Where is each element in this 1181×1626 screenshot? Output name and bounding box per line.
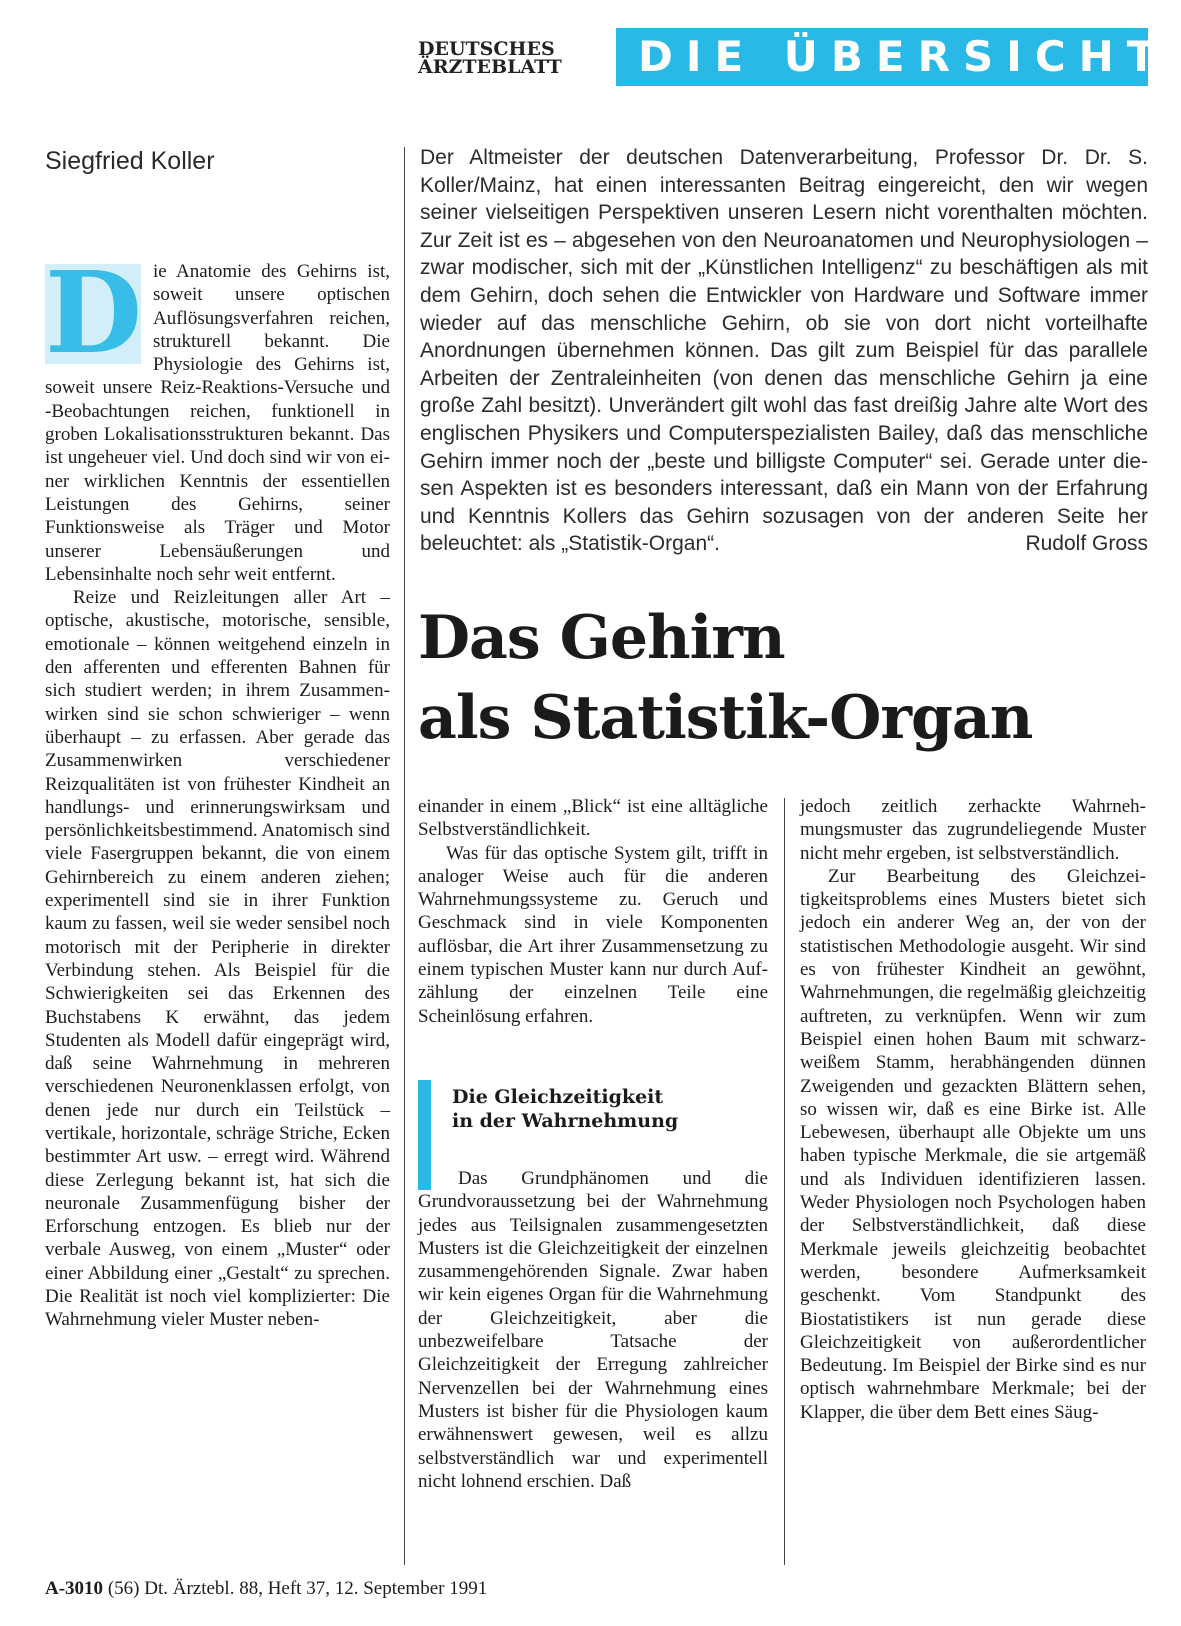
col1-paragraph-1: ie Anatomie des Gehirns ist, soweit unsere optischen Auflösungsverfahren reichen, strukturell bekannt. Die Physiologie des Gehirns ist, soweit unsere Reiz-Reaktions-Versuche und -Beobachtungen reichen, funktionell in groben Lokalisationsstrukturen bekannt. Das ist ungeheuer viel. Und doch sind wir von einer wirklichen Kenntnis der essentiellen Leistungen des Gehirns, seiner Funktionsweise als Träger und Motor unserer Lebensäußerungen und Lebensinhalte noch sehr weit entfernt. (45, 261, 390, 585)
col3-paragraph-1: jedoch zeitlich zerhackte Wahrnehmungsmuster das zugrundeliegende Muster nicht mehr ergeben, ist selbstverständlich. (800, 796, 1146, 864)
col3-paragraph-2: Zur Bearbeitung des Gleichzeitigkeitsproblems eines Musters bietet sich jedoch ein anderer Weg an, der von der statistischen Methodologie ausgeht. Wir sind es von frühester Kindheit an gewöhnt, Wahrnehmungen, die regelmäßig gleichzeitig auftreten, zu verknüpfen. Wenn wir zum Beispiel einen hohen Baum mit schwarz-weißem Stamm, herabhängenden dünnen Zweigenden und gezackten Blättern sehen, so wissen wir, daß es eine Birke ist. Alle Lebewesen, überhaupt alle Objekte um uns haben typische Merkmale, die sie artgemäß und als Individuen identifizieren lassen. Weder Physiologen noch Psychologen haben der Selbstverständlichkeit, daß diese Merkmale jeweils gleichzeitig beobachtet werden, besondere Aufmerksamkeit geschenkt. Vom Standpunkt des Biostatistikers ist nun gerade diese Gleichzeitigkeit von außerordentlicher Bedeutung. Im Beispiel der Birke sind es nur optisch wahrnehmbare Merkmale; bei der Klapper, die über dem Bett eines Säug- (800, 865, 1146, 1423)
masthead-line2: ÄRZTEBLATT (418, 56, 562, 78)
col2-paragraph-1: einander in einem „Blick“ ist eine alltägliche Selbstverständlichkeit. (418, 796, 768, 841)
column-rule-right (784, 798, 785, 1565)
col2-paragraph-2: Was für das optische System gilt, trifft in analoger Weise auch für die anderen Wahrnehmungssysteme zu. Geruch und Geschmack sind in viele Komponenten auflösbar, die Art ihrer Zusammensetzung zu einem typischen Muster kann nur durch Aufzählung der einzelnen Teile eine Scheinlösung erfahren. (418, 842, 768, 1027)
footer-citation: (56) Dt. Ärztebl. 88, Heft 37, 12. September 1991 (103, 1578, 488, 1599)
article-headline (418, 598, 1032, 758)
column-rule-left (404, 147, 405, 1565)
intro-text: Der Altmeister der deutschen Datenverarbeitung, Professor Dr. Dr. S. Koller/Mainz, hat einen interessanten Beitrag eingereicht, den wir wegen seiner vielseitigen Perspektiven unseren Lesern nicht vorenthalten möchten. Zur Zeit ist es – abgesehen von den Neuroanatomen und Neurophysiologen – zwar modischer, sich mit der „Künstlichen Intelligenz“ zu beschäftigen als mit dem Gehirn, doch sehen die Entwickler von Hardware und Software immer wieder auf das menschliche Gehirn, ob sie von dort nicht vorteilhafte Anordnungen übernehmen können. Das gilt zum Beispiel für das parallele Arbeiten der Zentraleinheiten (von denen das menschliche Gehirn ja eine große Zahl besitzt). Unverändert gilt wohl das fast dreißig Jahre alte Wort des englischen Physikers und Computerspezialisten Bailey, daß das menschliche Gehirn immer noch der „beste und billigste Computer“ sei. Gerade unter diesen Aspekten ist es besonders interessant, daß ein Mann von der Erfahrung und Kenntnis Kollers das Gehirn sozusagen von der anderen Seite her beleuchtet: als „Statistik-Organ“. (420, 146, 1148, 556)
article-column-1 (45, 248, 390, 1332)
section-subheading (452, 1085, 772, 1133)
section-banner: DIE ÜBERSICHT (616, 28, 1148, 86)
editorial-intro (420, 144, 1148, 558)
subhead-line1: Die Gleichzeitigkeit (452, 1086, 664, 1108)
masthead-logo (418, 40, 588, 76)
col2-paragraph-3: Das Grundphänomen und die Grundvoraussetzung bei der Wahrnehmung jedes aus Teilsignalen zusammengesetzten Musters ist die Gleichzeitigkeit der einzelnen zusammengehörenden Signale. Zwar haben wir kein eigenes Organ für die Wahrnehmung der Gleichzeitigkeit, aber die unbezweifelbare Tatsache der Gleichzeitigkeit der Erregung zahlreicher Nervenzellen bei der Wahrnehmung eines Musters ist bisher für die Physiologen kaum erwähnenswert gewesen, weil es allzu selbstverständlich war und experimentell nicht lohnend erschien. Daß (418, 1168, 768, 1492)
author-name: Siegfried Koller (45, 147, 215, 175)
article-column-2 (418, 795, 768, 1028)
article-column-2-continued (418, 1167, 768, 1493)
col1-paragraph-2: Reize und Reizleitungen aller Art – optische, akustische, motorische, sensible, emotionale – können weitgehend einzeln in den afferenten und efferenten Bahnen für sich studiert werden; in ihrem Zusammenwirken sind sie schon schwieriger – wenn überhaupt – zu erfassen. Aber gerade das Zusammenwirken verschiedener Reizqualitäten ist von frühester Kindheit an handlungs- und erinnerungswirksam und persönlichkeitsbestimmend. Anatomisch sind viele Fasergruppen bekannt, die von einem Gehirnbereich zu einem anderen ziehen; experimentell sind sie in ihrer Funktion kaum zu fassen, weil sie weder sensibel noch motorisch mit der Peripherie in direkter Verbindung stehen. Als Beispiel für die Schwierigkeiten sei das Erkennen des Buchstabens K erwähnt, das jedem Studenten als Modell dafür eingeprägt wird, daß seine Wahrnehmung in mehreren verschiedenen Neuronenklassen erfolgt, von denen jede nur durch ein Teilstück – vertikale, horizontale, schräge Striche, Ecken bestimmter Art usw. – erregt wird. Während diese Zerlegung bekannt ist, hat sich die neuronale Zusammenfügung bisher der Erforschung entzogen. Es blieb nur der verbale Ausweg, von einem „Muster“ oder einer Abbildung einer „Gestalt“ zu sprechen. Die Realität ist noch viel komplizierter: Die Wahrnehmung vieler Muster neben- (45, 587, 390, 1331)
headline-line2: als Statistik-Organ (418, 683, 1033, 753)
page-number: A-3010 (45, 1578, 104, 1599)
intro-signature: Rudolf Gross (1025, 532, 1148, 556)
dropcap-letter: D (45, 248, 143, 379)
article-column-3 (800, 795, 1146, 1424)
headline-line1: Das Gehirn (418, 603, 785, 673)
subhead-line2: in der Wahrnehmung (452, 1110, 679, 1132)
page-footer (45, 1578, 487, 1600)
masthead-line1: DEUTSCHES (418, 38, 555, 60)
